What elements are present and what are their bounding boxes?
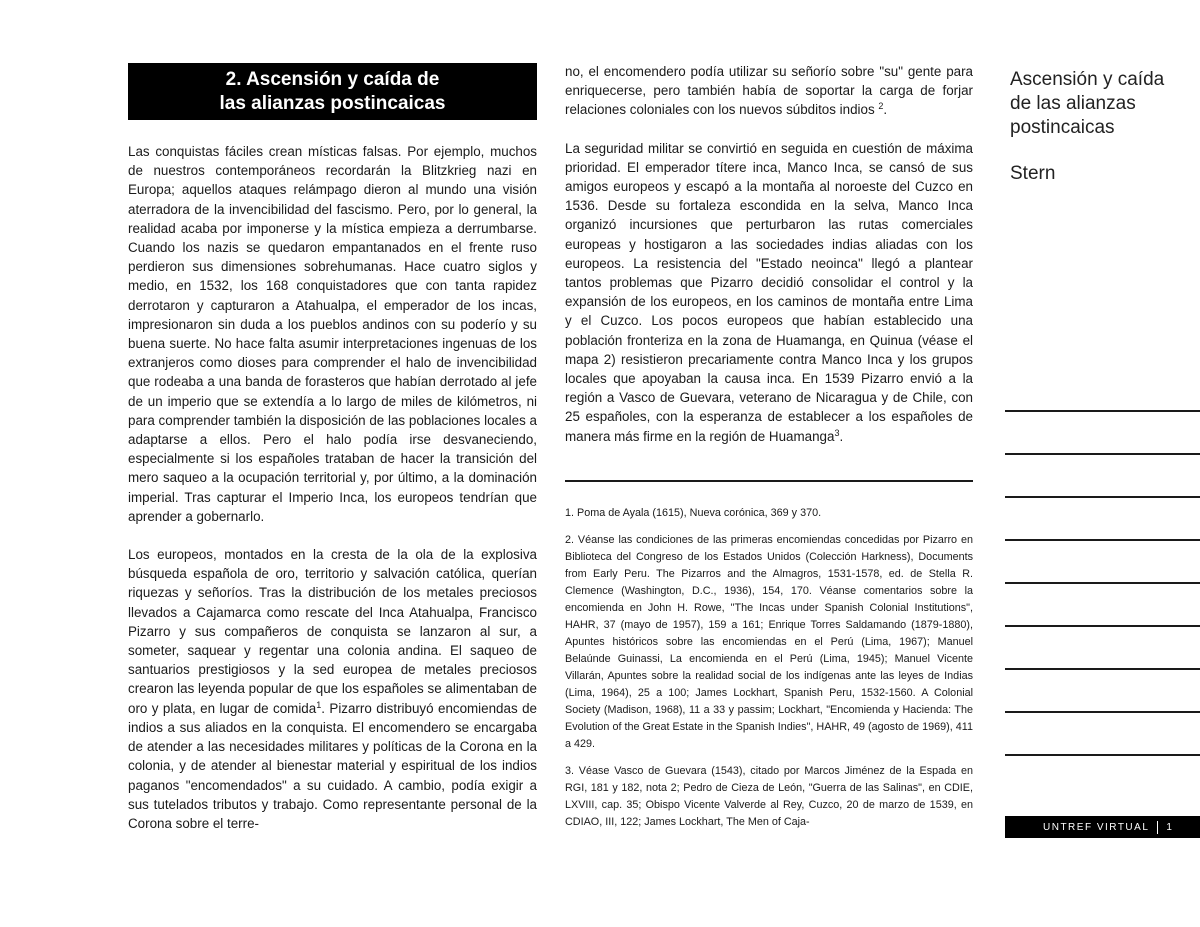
sidebar-rule xyxy=(1005,582,1200,584)
sidebar-author: Stern xyxy=(1010,163,1056,184)
footnote-ref[interactable]: 3 xyxy=(834,427,840,438)
chapter-title xyxy=(128,63,537,120)
sidebar-rules xyxy=(1005,410,1200,797)
paragraph-text: . xyxy=(839,428,844,444)
chapter-title-line-1: 2. Ascensión y caída de xyxy=(225,68,440,90)
sidebar-rule xyxy=(1005,453,1200,455)
sidebar-rule xyxy=(1005,711,1200,713)
footnote: 1. Poma de Ayala (1615), Nueva corónica, 369 y 370. xyxy=(565,507,822,519)
paragraph xyxy=(565,62,973,120)
left-column xyxy=(128,142,537,833)
sidebar-title: Ascensión y caída de las alianzas postincaicas xyxy=(1010,69,1165,138)
paragraph xyxy=(128,545,537,833)
paragraph-text: . xyxy=(883,102,888,118)
footer-bar xyxy=(1005,816,1200,838)
footnote-ref[interactable]: 2 xyxy=(878,101,884,112)
paragraph-text: no, el encomendero podía utilizar su señorío sobre "su" gente para enriquecerse, pero también había de soportar la carga de forjar relaciones coloniales con los nuevos súbditos indios xyxy=(565,64,973,118)
paragraph-text: La seguridad militar se convirtió en seguida en cuestión de máxima prioridad. El emperador títere inca, Manco Inca, se cansó de sus amigos europeos y escapó a la montaña al noroeste del Cuzco en 1536. Desde su fortaleza escondida en la selva, Manco Inca organizó incursiones que perturbaron las rutas comerciales europeas y hostigaron a las sociedades indias aliadas con los europeos. La resistencia del "Estado neoinca" llegó a plantear tantos problemas que Pizarro decidió consolidar el control y la expansión de los europeos, en los caminos de montaña entre Lima y el Cuzco. Los pocos europeos que habían establecido una población fronteriza en la zona de Huamanga, en Quinua (véase el mapa 2) resistieron precariamente contra Manco Inca y los grupos locales que apoyaban la causa inca. En 1539 Pizarro envió a la región a Vasco de Guevara, veterano de Nicaragua y de Chile, con 25 españoles, con la esperanza de establecer a los españoles de manera más firme en la región de Huamanga xyxy=(565,140,973,444)
paragraph-text: Los europeos, montados en la cresta de la ola de la explosiva búsqueda española de oro, territorio y salvación católica, querían riquezas y señoríos. Tras la distribución de los metales preciosos llevados a Cajamarca como rescate del Inca Atahualpa, Francisco Pizarro y sus compañeros de conquista se lanzaron al sur, a someter, saquear y regentar una colonia andina. El saqueo de santuarios prestigiosos y la sed europea de metales preciosos crearon las leyenda popular de que los españoles se alimentaban de oro y plata, en lugar de comida xyxy=(128,547,537,716)
footnote-divider xyxy=(565,480,973,482)
sidebar-rule xyxy=(1005,668,1200,670)
sidebar-rule xyxy=(1005,539,1200,541)
page-number: 1 xyxy=(1166,821,1174,833)
footnote: 3. Véase Vasco de Guevara (1543), citado por Marcos Jiménez de la Espada en RGI, 181 y 182, nota 2; Pedro de Cieza de León, "Guerra de las Salinas", en CDIE, LXVIII, cap. 35; Obispo Vicente Valverde al Rey, Cuzco, 20 de marzo de 1539, en CDIAO, III, 122; James Lockhart, The Men of Caja- xyxy=(565,765,973,828)
paragraph: Las conquistas fáciles crean místicas falsas. Por ejemplo, muchos de nuestros contemporáneos recordarán la Blitzkrieg nazi en Europa; aquellos ataques relámpago dieron al mundo una visión aterradora de la invencibilidad del fascismo. Pero, por lo general, la realidad acaba por imponerse y la mística empieza a derrumbarse. Cuando los nazis se quedaron empantanados en el frente ruso perdieron sus dimensiones sobrehumanas. Hace cuatro siglos y medio, en 1532, los 168 conquistadores que con tanta rapidez derrotaron y capturaron a Atahualpa, el emperador de los incas, impresionaron sin duda a los pueblos andinos con su poderío y su buena suerte. No hace falta asumir interpretaciones ingenuas de los extranjeros como dioses para comprender el halo de invencibilidad que rodeaba a una banda de forasteros que habían derrotado al jefe de un imperio que se extendía a lo largo de miles de kilómetros, ni para comprender también la disposición de las poblaciones locales a adaptarse a ellos. Pero el halo podía irse desvaneciendo, especialmente si los españoles trataban de hacer la transición del mero saqueo a la ocupación territorial y, por último, a la dominación imperial. Tras capturar el Imperio Inca, los europeos tendrían que aprender a gobernarlo. xyxy=(128,144,537,524)
paragraph-text: . Pizarro distribuyó encomiendas de indios a sus aliados en la conquista. El encomendero se encargaba de atender a las necesidades militares y políticas de la Corona en la colonia, y de atender al bienestar material y espiritual de los indios paganos "encomendados" a su cuidado. A cambio, podía exigir a sus tutelados tributos y trabajo. Como representante personal de la Corona sobre el terre- xyxy=(128,700,537,831)
sidebar-rule xyxy=(1005,410,1200,412)
sidebar-rule xyxy=(1005,754,1200,756)
footnote-ref[interactable]: 1 xyxy=(316,699,322,710)
footer-separator xyxy=(1157,821,1158,834)
footnotes xyxy=(565,505,973,841)
paragraph xyxy=(565,139,973,446)
chapter-title-line-2: las alianzas postincaicas xyxy=(219,92,446,114)
sidebar-rule xyxy=(1005,625,1200,627)
footnote: 2. Véanse las condiciones de las primeras encomiendas concedidas por Pizarro en Biblioteca del Congreso de los Estados Unidos (Colección Harkness), Documents from Early Peru. The Pizarros and the Almagros, 1531-1578, ed. de Stella R. Clemence (Washington, D.C., 1936), 154, 170. Véanse comentarios sobre la encomienda en John H. Rowe, "The Incas under Spanish Colonial Institutions", HAHR, 37 (mayo de 1957), 159 a 161; Enrique Torres Saldamando (1879-1880), Apuntes históricos sobre las encomiendas en el Perú (Lima, 1967); Manuel Belaúnde Guinassi, La encomienda en el Perú (Lima, 1945); Manuel Vicente Villarán, Apuntes sobre la realidad social de los indígenas ante las leyes de Indias (Lima, 1964), 25 a 100; James Lockhart, Spanish Peru, 1532-1560. A Colonial Society (Madison, 1968), 11 a 33 y passim; Lockhart, "Encomienda y Hacienda: The Evolution of the Great Estate in the Spanish Indies", HAHR, 49 (agosto de 1969), 411 a 429. xyxy=(565,534,973,750)
sidebar-rule xyxy=(1005,496,1200,498)
footer-brand: UNTREF VIRTUAL xyxy=(1043,821,1150,833)
middle-column xyxy=(565,62,973,446)
